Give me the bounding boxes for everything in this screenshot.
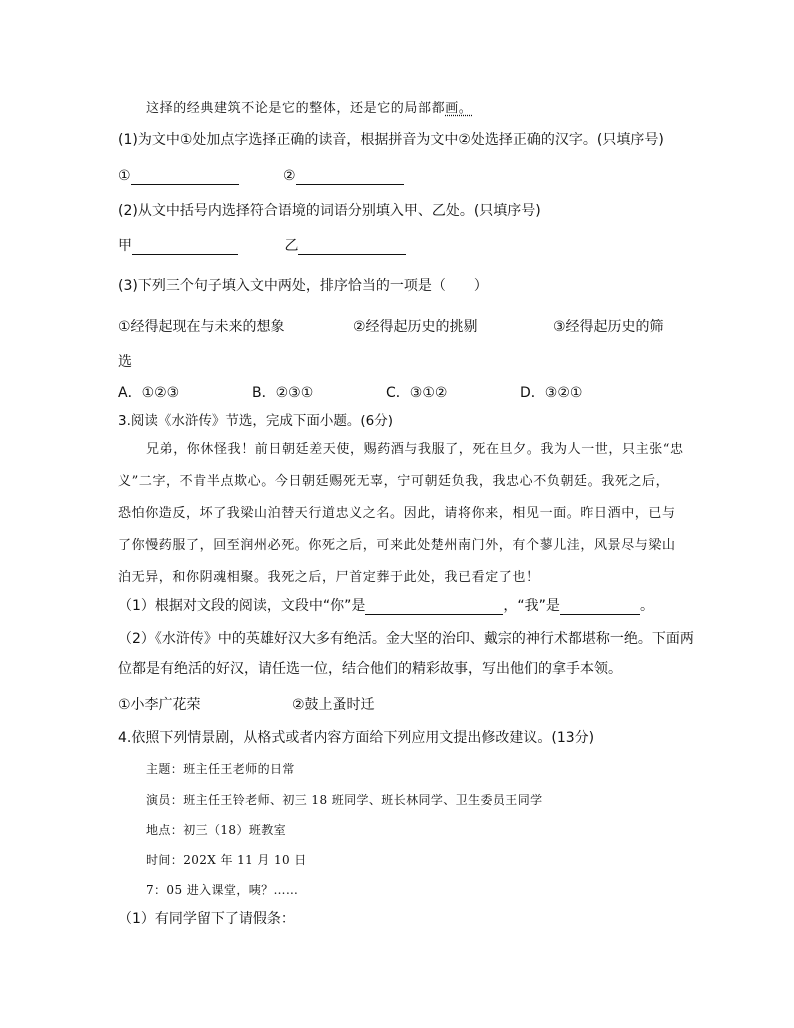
- question-text: ，“我”是: [503, 598, 560, 614]
- blank-label-2: ②: [283, 168, 296, 184]
- scene-theme: 主题：班主任王老师的日常: [146, 762, 295, 776]
- choice-a: A．①②③: [118, 385, 180, 401]
- question-text: （1）根据对文段的阅读，文段中“你”是: [118, 598, 366, 614]
- blank-label-1: ①: [118, 168, 131, 184]
- section-3-question-1: [118, 597, 654, 615]
- answer-blank[interactable]: [560, 598, 640, 615]
- answer-blank[interactable]: [131, 168, 239, 185]
- section-3-title: 3.阅读《水浒传》节选，完成下面小题。(6分): [118, 413, 394, 429]
- excerpt-line: 义”二字，不肯半点欺心。今日朝廷赐死无辜，宁可朝廷负我，我忠心不负朝廷。我死之后，: [118, 474, 670, 489]
- dotted-char: 画。: [445, 101, 473, 116]
- choice-c: C．③①②: [386, 385, 448, 401]
- passage-closing-line: [146, 100, 472, 118]
- section-4-title: 4.依照下列情景剧，从格式或者内容方面给下列应用文提出修改建议。(13分): [118, 730, 595, 746]
- excerpt-line: 了你慢药服了，回至润州必死。你死之后，可来此处楚州南门外，有个蓼儿洼，风景尽与梁山: [118, 538, 676, 553]
- answer-line-1: [118, 167, 404, 185]
- sentence-option-1: ①经得起现在与未来的想象: [118, 319, 285, 335]
- scene-place: 地点：初三（18）班教室: [146, 823, 287, 837]
- excerpt-line: 泊无异，和你阴魂相聚。我死之后，尸首定葬于此处，我已看定了也！: [118, 570, 540, 585]
- question-1: (1)为文中①处加点字选择正确的读音，根据拼音为文中②处选择正确的汉字。(只填序号): [118, 132, 664, 148]
- choice-b: B．②③①: [252, 385, 314, 401]
- blank-label-jia: 甲: [118, 238, 132, 254]
- sentence-option-3: ③经得起历史的筛: [553, 319, 664, 335]
- answer-line-2: [118, 237, 406, 255]
- excerpt-line: 恐怕你造反，坏了我梁山泊替天行道忠义之名。因此，请将你来，相见一面。昨日酒中，已与: [118, 506, 676, 521]
- scene-time: 时间：202X 年 11 月 10 日: [146, 853, 307, 867]
- sentence-option-3-continued: 选: [118, 354, 132, 370]
- hero-option-2: ②鼓上蚤时迁: [292, 697, 375, 713]
- answer-blank[interactable]: [365, 598, 503, 615]
- scene-event: 7：05 进入课堂，咦？……: [146, 883, 299, 897]
- blank-label-yi: 乙: [284, 238, 299, 254]
- hero-option-1: ①小李广花荣: [118, 697, 201, 713]
- answer-blank[interactable]: [132, 238, 238, 255]
- section-3-question-2-continued: 位都是有绝活的好汉，请任选一位，结合他们的精彩故事，写出他们的拿手本领。: [118, 661, 622, 677]
- section-3-question-2: （2）《水浒传》中的英雄好汉大多有绝活。金大坚的治印、戴宗的神行术都堪称一绝。下面两: [118, 631, 694, 647]
- answer-blank[interactable]: [298, 238, 406, 255]
- choice-d: D．③②①: [520, 385, 583, 401]
- answer-blank[interactable]: [296, 168, 404, 185]
- section-4-question-1: （1）有同学留下了请假条：: [118, 911, 295, 927]
- excerpt-line: 兄弟，你休怪我！前日朝廷差天使，赐药酒与我服了，死在旦夕。我为人一世，只主张“忠: [146, 442, 684, 457]
- passage-text: 这择的经典建筑不论是它的整体，还是它的局部都: [146, 101, 446, 116]
- scene-actors: 演员：班主任王铃老师、初三 18 班同学、班长林同学、卫生委员王同学: [146, 793, 543, 807]
- question-text: 。: [639, 598, 654, 614]
- question-3: (3)下列三个句子填入文中两处，排序恰当的一项是（ ）: [118, 278, 488, 294]
- sentence-option-2: ②经得起历史的挑剔: [353, 319, 478, 335]
- question-2: (2)从文中括号内选择符合语境的词语分别填入甲、乙处。(只填序号): [118, 203, 541, 219]
